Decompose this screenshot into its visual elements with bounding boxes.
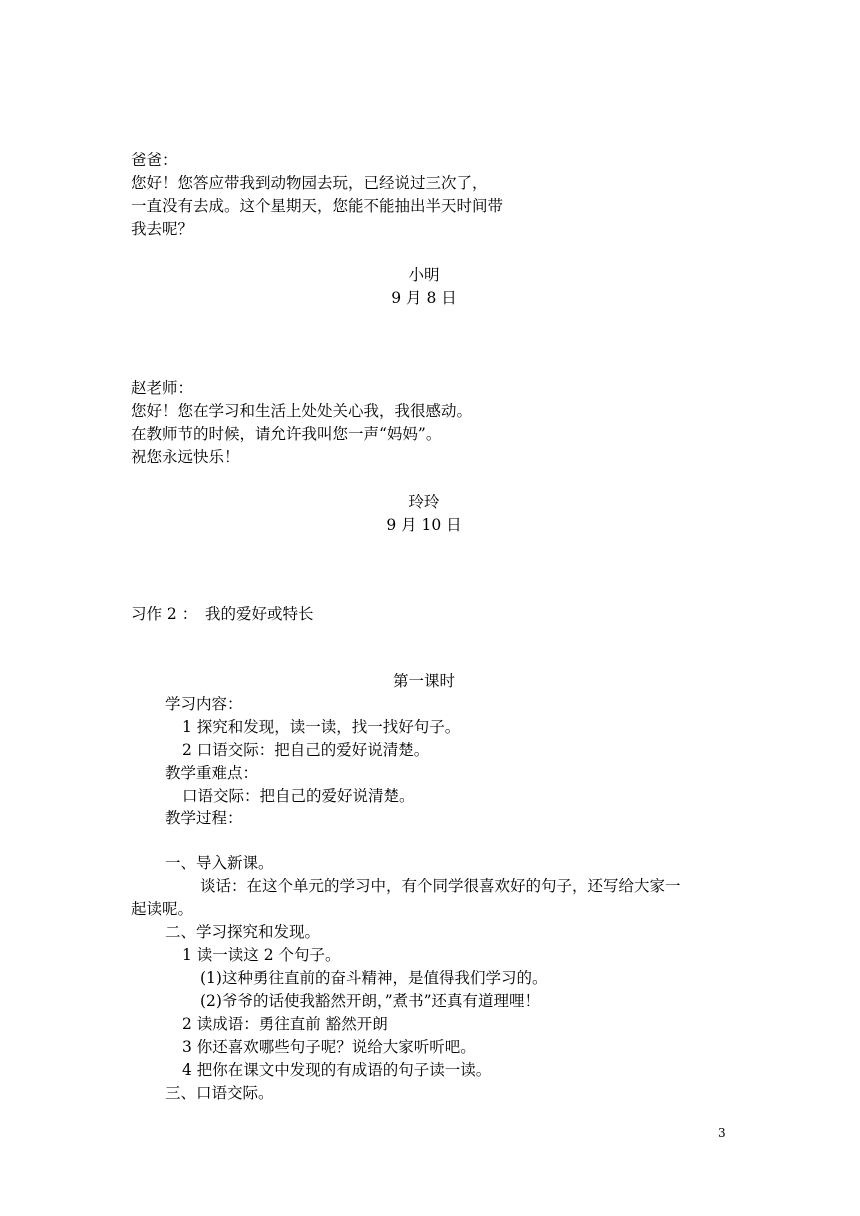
letter2-body-line: 祝您永远快乐！	[131, 448, 240, 466]
letter2-body-line: 您好！您在学习和生活上处处关心我，我很感动。	[131, 402, 473, 420]
letter2-date: 9 月 10 日	[386, 516, 462, 534]
lesson-title: 第一课时	[392, 672, 455, 690]
process-heading: 教学过程：	[165, 809, 243, 827]
example-sentence: (2)爷爷的话使我豁然开朗，”煮书”还真有道理哩！	[200, 992, 541, 1010]
step1-text: 谈话：在这个单元的学习中，有个同学很喜欢好的句子，还写给大家一	[200, 877, 681, 895]
key-heading: 教学重难点：	[165, 764, 259, 782]
key-text: 口语交际：把自己的爱好说清楚。	[182, 787, 415, 805]
step1-heading: 一、导入新课。	[165, 854, 274, 872]
example-sentence: (1)这种勇往直前的奋斗精神，是值得我们学习的。	[200, 969, 548, 987]
content-item: 1 探究和发现，读一读，找一找好句子。	[182, 718, 461, 736]
step2-item: 4 把你在课文中发现的有成语的句子读一读。	[182, 1061, 492, 1079]
step2-item: 3 你还喜欢哪些句子呢？说给大家听听吧。	[182, 1038, 476, 1056]
letter1-signature: 小明	[408, 266, 440, 284]
step2-item: 2 读成语：勇往直前 豁然开朗	[182, 1015, 388, 1033]
step2-item: 1 读一读这 2 个句子。	[182, 946, 341, 964]
letter1-salutation: 爸爸：	[131, 151, 178, 169]
step2-heading: 二、学习探究和发现。	[165, 923, 321, 941]
page-number: 3	[718, 1126, 726, 1140]
step3-heading: 三、口语交际。	[165, 1084, 274, 1102]
letter1-body-line: 一直没有去成。这个星期天，您能不能抽出半天时间带	[131, 197, 504, 215]
letter1-date: 9 月 8 日	[391, 289, 457, 307]
content-heading: 学习内容：	[165, 695, 243, 713]
letter1-body-line: 您好！您答应带我到动物园去玩，已经说过三次了，	[131, 174, 488, 192]
exercise-title: 习作 2 ： 我的爱好或特长	[131, 605, 314, 623]
step1-text-continued: 起读呢。	[131, 900, 194, 918]
letter2-salutation: 赵老师：	[131, 379, 194, 397]
letter1-body-line: 我去呢？	[131, 220, 194, 238]
letter2-body-line: 在教师节的时候，请允许我叫您一声“妈妈”。	[131, 425, 442, 443]
letter2-signature: 玲玲	[408, 493, 440, 511]
content-item: 2 口语交际：把自己的爱好说清楚。	[182, 741, 430, 759]
